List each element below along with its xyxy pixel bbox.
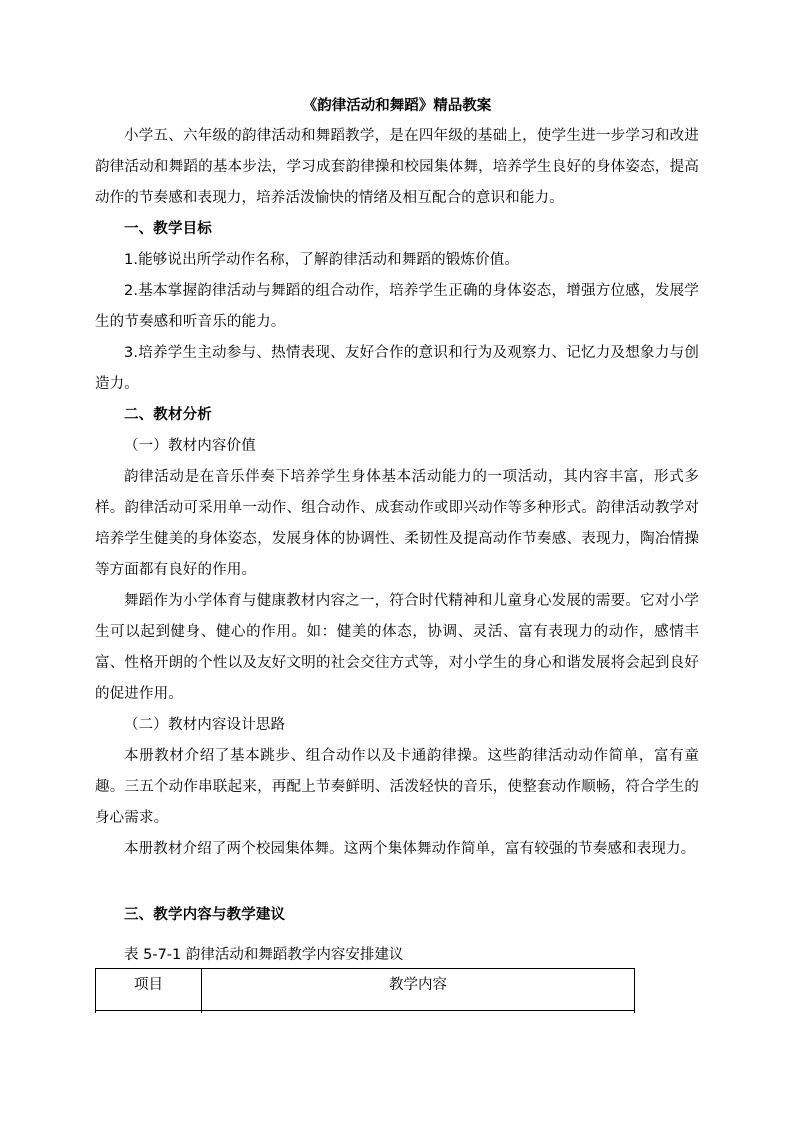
section-heading-goals: 一、教学目标 (124, 221, 212, 237)
value-paragraph-2: 舞蹈作为小学体育与健康教材内容之一，符合时代精神和儿童身心发展的需要。它对小学生可以起到健身、健心的作用。如：健美的体态，协调、灵活、富有表现力的动作，感情丰富、性格开朗的个性以及友好文明的社会交往方式等，对小学生的身心和谐发展将会起到良好的促进作用。 (95, 593, 699, 702)
table-cell (202, 1011, 635, 1014)
table-header-content: 教学内容 (202, 969, 635, 1011)
subsection-heading-value: （一）教材内容价值 (124, 438, 256, 454)
content-table (95, 968, 635, 1013)
value-paragraph-1: 韵律活动是在音乐伴奏下培养学生身体基本活动能力的一项活动，其内容丰富，形式多样。韵律活动可采用单一动作、组合动作、成套动作或即兴动作等多种形式。韵律活动教学对培养学生健美的身体姿态，发展身体的协调性、柔韧性及提高动作节奏感、表现力，陶冶情操等方面都有良好的作用。 (95, 469, 699, 578)
table-row (96, 1011, 635, 1014)
table-header-row (96, 969, 635, 1011)
intro-paragraph: 小学五、六年级的韵律活动和舞蹈教学，是在四年级的基础上，使学生进一步学习和改进韵律活动和舞蹈的基本步法，学习成套韵律操和校园集体舞，培养学生良好的身体姿态，提高动作的节奏感和表现力，培养活泼愉快的情绪及相互配合的意识和能力。 (95, 128, 699, 206)
document-title: 《韵律活动和舞蹈》精品教案 (302, 98, 492, 114)
goal-item-1: 1.能够说出所学动作名称，了解韵律活动和舞蹈的锻炼价值。 (124, 252, 520, 268)
table-cell (96, 1011, 202, 1014)
design-paragraph-1: 本册教材介绍了基本跳步、组合动作以及卡通韵律操。这些韵律活动动作简单，富有童趣。三五个动作串联起来，再配上节奏鲜明、活泼轻快的音乐，使整套动作顺畅，符合学生的身心需求。 (95, 748, 699, 826)
table-caption: 表 5-7-1 韵律活动和舞蹈教学内容安排建议 (124, 947, 404, 963)
design-paragraph-2: 本册教材介绍了两个校园集体舞。这两个集体舞动作简单，富有较强的节奏感和表现力。 (124, 841, 696, 857)
goal-item-3: 3.培养学生主动参与、热情表现、友好合作的意识和行为及观察力、记忆力及想象力与创造力。 (95, 345, 699, 392)
section-heading-analysis: 二、教材分析 (124, 407, 212, 423)
goal-item-2: 2.基本掌握韵律活动与舞蹈的组合动作，培养学生正确的身体姿态，增强方位感，发展学生的节奏感和听音乐的能力。 (95, 283, 699, 330)
subsection-heading-design: （二）教材内容设计思路 (124, 717, 286, 733)
section-heading-content: 三、教学内容与教学建议 (124, 907, 286, 923)
table-header-item: 项目 (96, 969, 202, 1011)
